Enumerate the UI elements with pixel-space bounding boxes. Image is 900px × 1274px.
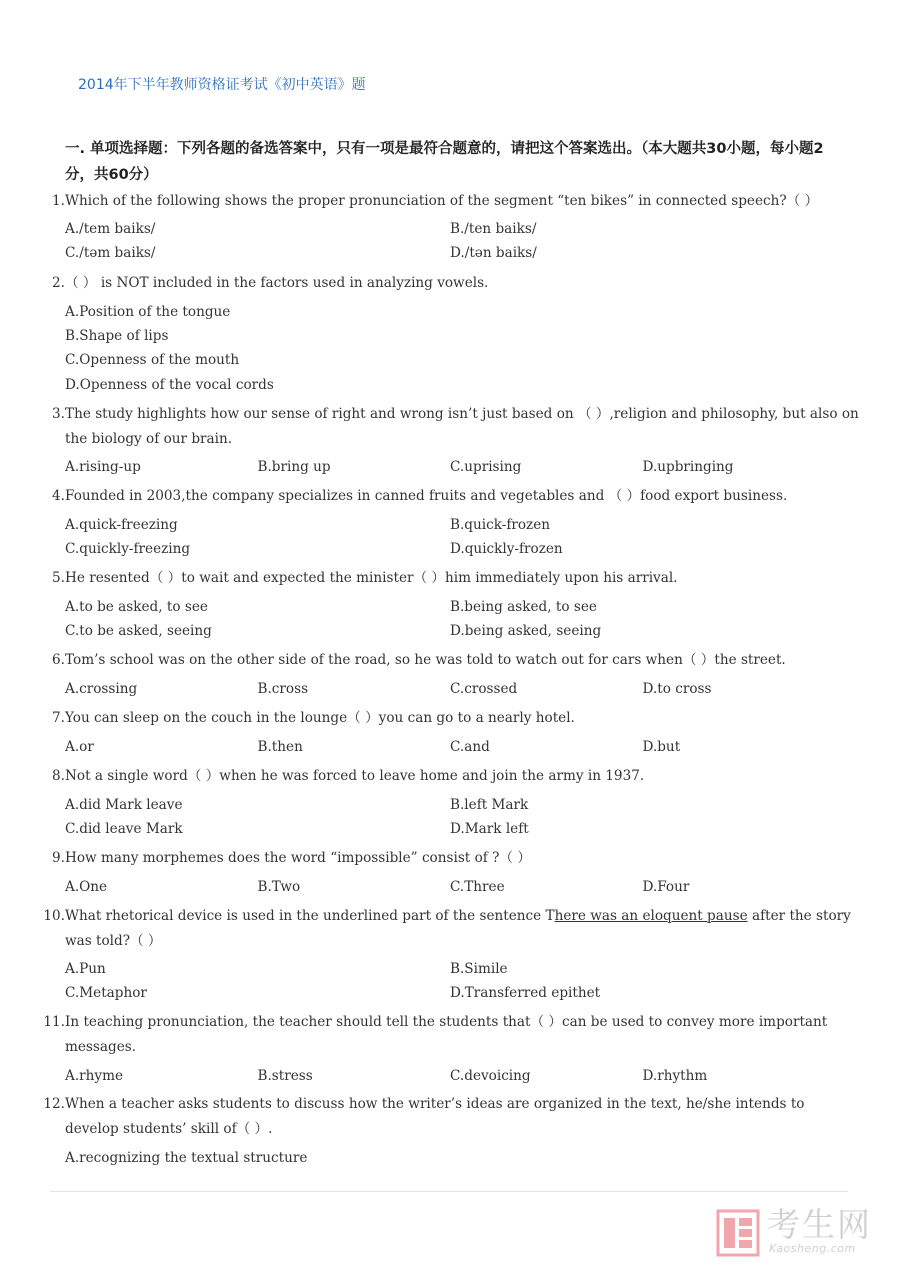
question-text: He resented（ ）to wait and expected the minister（ ）him immediately upon his arrival. [65,570,678,586]
option-c: C.Metaphor [65,985,147,1002]
question-4 [40,484,862,509]
option-d: D.Openness of the vocal cords [65,376,274,393]
question-8 [40,764,862,789]
option-d: D.upbringing [642,459,734,475]
option-d: D.being asked, seeing [450,623,602,640]
option-b: B.left Mark [450,797,529,813]
footer-divider [50,1191,848,1192]
option-b: B.Two [257,879,301,895]
question-number: 10. [43,908,65,924]
option-c: C.Openness of the mouth [65,352,240,369]
question-1 [40,189,862,214]
option-b: B.then [257,739,303,755]
option-c: C.crossed [450,681,518,697]
option-b: B.cross [257,681,309,697]
question-text-before: What rhetorical device is used in the underlined part of the sentence T [65,908,555,924]
question-3 [40,402,862,451]
question-4-options [65,513,835,561]
option-d: D.rhythm [642,1068,708,1084]
site-logo [716,1207,881,1259]
question-number: 5. [52,570,65,586]
logo-text: 考生网 [767,1205,872,1244]
question-number: 6. [52,652,65,668]
option-c: C.Three [450,879,505,895]
question-10 [40,904,862,953]
question-text: Which of the following shows the proper pronunciation of the segment “ten bikes” in connected speech?（ ） [65,193,819,209]
question-11-options [65,1064,835,1088]
question-number: 12. [43,1096,65,1112]
document-title: 2014年下半年教师资格证考试《初中英语》题 [78,77,366,93]
option-d: D.but [642,739,681,755]
question-10-options [65,957,835,1005]
question-text: You can sleep on the couch in the lounge（ ）you can go to a nearly hotel. [65,710,575,726]
option-d: D.Transferred epithet [450,985,601,1002]
question-9 [40,846,862,871]
option-c: C.to be asked, seeing [65,623,212,640]
option-a: A.or [65,739,94,755]
option-a: A.crossing [65,681,138,697]
logo-mark-icon [716,1209,760,1257]
underlined-phrase: here was an eloquent pause [554,908,748,924]
option-c: C.did leave Mark [65,821,183,838]
option-a: A.recognizing the textual structure [65,1150,308,1166]
option-c: C.and [450,739,490,755]
section-heading: 一. 单项选择题：下列各题的备选答案中，只有一项是最符合题意的，请把这个答案选出。（本大题共30小题，每小题2分，共60分） [65,141,824,183]
option-a: A.rhyme [65,1068,124,1084]
question-number: 1. [52,193,65,209]
option-b: B./ten baiks/ [450,221,537,237]
question-9-options [65,875,835,899]
question-text: Founded in 2003,the company specializes in canned fruits and vegetables and （ ）food export business. [65,488,788,504]
question-5-options [65,595,835,643]
question-number: 11. [43,1014,65,1030]
question-text: In teaching pronunciation, the teacher should tell the students that（ ）can be used to convey more important messages. [65,1014,828,1055]
option-c: C./təm baiks/ [65,245,156,262]
question-text: When a teacher asks students to discuss how the writer’s ideas are organized in the text, he/she intends to develop students’ skill of（ ）. [65,1096,805,1137]
question-8-options [65,793,835,841]
question-text-after: after the story was told?（ ） [65,908,851,949]
option-c: C.uprising [450,459,522,475]
option-c: C.quickly-freezing [65,541,191,558]
question-number: 9. [52,850,65,866]
option-a: A.Position of the tongue [65,304,231,320]
question-text: How many morphemes does the word “impossible” consist of ?（ ） [65,850,531,866]
option-c: C.devoicing [450,1068,531,1084]
question-6 [40,648,862,673]
option-d: D.Mark left [450,821,529,838]
question-7-options [65,735,835,759]
question-number: 3. [52,406,65,422]
question-text [65,904,860,953]
question-11 [40,1010,862,1059]
option-b: B.quick-frozen [450,517,550,533]
question-text: Not a single word（ ）when he was forced to leave home and join the army in 1937. [65,768,645,784]
option-a: A./tem baiks/ [65,221,156,237]
question-number: 7. [52,710,65,726]
question-3-options [65,455,835,479]
option-a: A.quick-freezing [65,517,178,533]
option-d: D.quickly-frozen [450,541,563,558]
option-d: D.Four [642,879,690,895]
question-2 [40,271,862,296]
question-7 [40,706,862,731]
question-12-options [65,1146,835,1170]
question-6-options [65,677,835,701]
question-text: Tom’s school was on the other side of the road, so he was told to watch out for cars when（ ）the street. [65,652,786,668]
question-text: （ ） is NOT included in the factors used in analyzing vowels. [65,275,489,291]
option-a: A.rising-up [65,459,141,475]
option-b: B.Shape of lips [65,328,169,345]
question-text: The study highlights how our sense of right and wrong isn’t just based on （ ）,religion and philosophy, but also on the biology of our brain. [65,406,859,447]
logo-url: Kaosheng.com [769,1242,856,1255]
option-a: A.did Mark leave [65,797,183,813]
question-5 [40,566,862,591]
option-a: A.to be asked, to see [65,599,208,615]
question-12 [40,1092,862,1141]
option-d: D.to cross [642,681,712,697]
option-d: D./tən baiks/ [450,245,537,262]
option-b: B.Simile [450,961,508,977]
question-number: 2. [52,275,65,291]
question-number: 8. [52,768,65,784]
question-2-options [65,300,835,397]
option-b: B.stress [257,1068,313,1084]
option-a: A.One [65,879,108,895]
question-number: 4. [52,488,65,504]
question-1-options [65,217,835,265]
option-b: B.being asked, to see [450,599,597,615]
option-b: B.bring up [257,459,331,475]
option-a: A.Pun [65,961,106,977]
